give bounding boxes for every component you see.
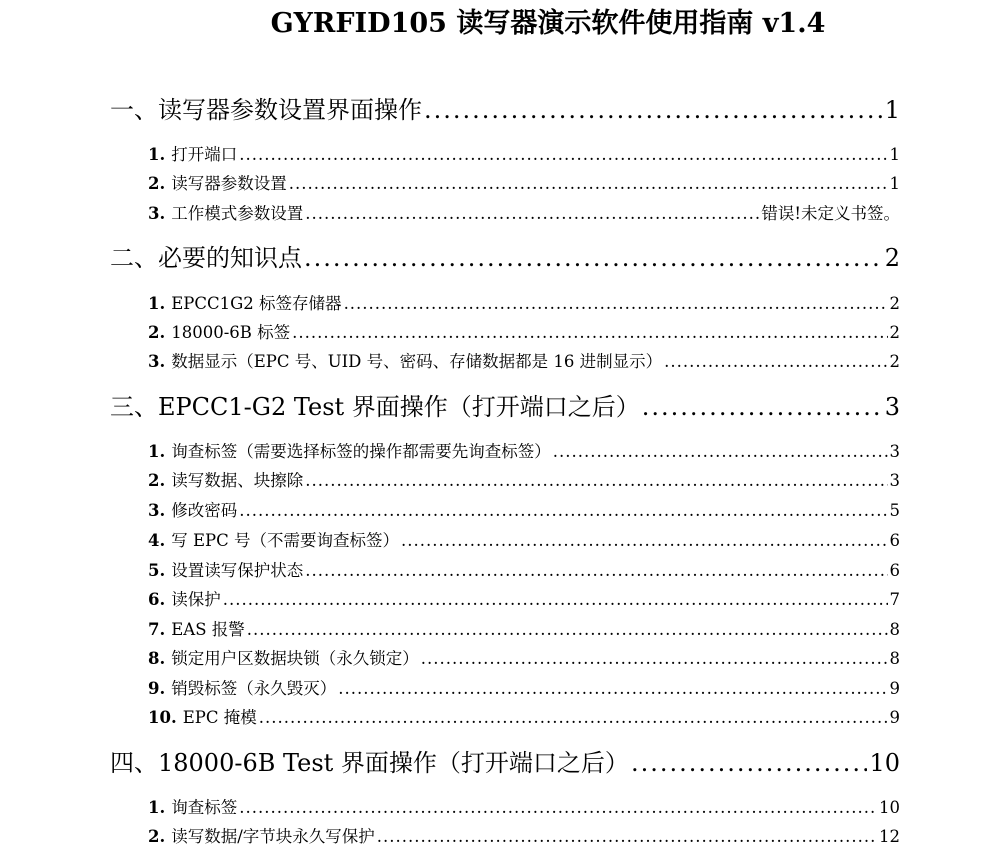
toc-entry-number: 1. <box>148 145 166 164</box>
dot-leader <box>642 390 883 424</box>
toc-entry-title: 修改密码 <box>171 501 238 520</box>
toc-page-number: 8 <box>889 649 900 668</box>
dot-leader <box>239 796 877 820</box>
toc-section-title: 四、18000-6B Test 界面操作（打开端口之后） <box>110 749 629 777</box>
toc-entry[interactable] <box>148 559 900 583</box>
toc-section-title: 一、读写器参数设置界面操作 <box>110 96 422 124</box>
toc-entry-number: 7. <box>148 620 166 639</box>
toc-entry[interactable] <box>148 499 900 523</box>
dot-leader <box>305 202 759 226</box>
toc-entry-number: 8. <box>148 649 166 668</box>
toc-entry-number: 2. <box>148 827 166 846</box>
toc-page-number: 1 <box>889 145 900 164</box>
toc-page-number: 2 <box>884 244 900 272</box>
toc-entry-title: EPCC1G2 标签存储器 <box>171 294 342 313</box>
toc-entry[interactable] <box>148 529 900 553</box>
toc-entry[interactable] <box>148 292 900 316</box>
toc-page-number: 9 <box>889 708 900 727</box>
toc-page-number: 10 <box>869 749 900 777</box>
toc-section-3[interactable] <box>110 390 900 424</box>
toc-page-number: 2 <box>889 323 900 342</box>
dot-leader <box>304 241 883 275</box>
toc-page-number: 1 <box>889 174 900 193</box>
toc-page-number: 3 <box>884 393 900 421</box>
toc-entry-title: EPC 掩模 <box>182 708 257 727</box>
dot-leader <box>344 292 888 316</box>
toc-page-number: 6 <box>889 561 900 580</box>
toc-entry-number: 6. <box>148 590 166 609</box>
toc-entry-number: 3. <box>148 352 166 371</box>
dot-leader <box>239 143 887 167</box>
toc-entry-title: 锁定用户区数据块锁（永久锁定） <box>171 649 419 668</box>
dot-leader <box>223 588 888 612</box>
toc-section-4[interactable] <box>110 746 900 780</box>
toc-entry[interactable] <box>148 796 900 820</box>
dot-leader <box>247 618 888 642</box>
toc-entry-title: 读写数据、块擦除 <box>171 471 304 490</box>
toc-entry-title: EAS 报警 <box>171 620 245 639</box>
dot-leader <box>239 499 887 523</box>
toc-entry[interactable] <box>148 321 900 345</box>
dot-leader <box>305 559 887 583</box>
toc-page-number: 12 <box>879 827 900 846</box>
toc-entry-number: 1. <box>148 442 166 461</box>
dot-leader <box>664 350 887 374</box>
toc-entry[interactable] <box>148 706 900 730</box>
toc-entry-title: 读保护 <box>171 590 221 609</box>
toc-entry[interactable] <box>148 440 900 464</box>
toc-entry-number: 10. <box>148 708 177 727</box>
toc-section-2[interactable] <box>110 241 900 275</box>
toc-page-number: 7 <box>889 590 900 609</box>
toc-entry-title: 打开端口 <box>171 145 238 164</box>
dot-leader <box>259 706 888 730</box>
toc-entry-number: 3. <box>148 501 166 520</box>
toc-page-number: 8 <box>889 620 900 639</box>
toc-page-number: 1 <box>884 96 900 124</box>
toc-entry[interactable] <box>148 647 900 671</box>
toc-section-title: 二、必要的知识点 <box>110 244 302 272</box>
toc-entry-title: 询查标签 <box>171 798 238 817</box>
dot-leader <box>338 677 887 701</box>
toc-entry-number: 5. <box>148 561 166 580</box>
toc-entry[interactable] <box>148 677 900 701</box>
toc-entry-title: 读写数据/字节块永久写保护 <box>171 827 375 846</box>
toc-entry[interactable] <box>148 143 900 167</box>
toc-entry[interactable] <box>148 618 900 642</box>
toc-entry-number: 3. <box>148 204 166 223</box>
toc-entry-title: 询查标签（需要选择标签的操作都需要先询查标签） <box>171 442 551 461</box>
dot-leader <box>421 647 888 671</box>
toc-section-title: 三、EPCC1-G2 Test 界面操作（打开端口之后） <box>110 393 640 421</box>
toc-entry-title: 工作模式参数设置 <box>171 204 304 223</box>
toc-entry[interactable] <box>148 350 900 374</box>
toc-entry[interactable] <box>148 825 900 849</box>
dot-leader <box>292 321 887 345</box>
dot-leader <box>289 172 888 196</box>
dot-leader <box>401 529 888 553</box>
toc-entry-title: 写 EPC 号（不需要询查标签） <box>171 531 399 550</box>
toc-page-number: 10 <box>879 798 900 817</box>
toc-entry-title: 销毁标签（永久毁灭） <box>171 679 337 698</box>
toc-page-number: 2 <box>889 294 900 313</box>
toc-entry-number: 4. <box>148 531 166 550</box>
toc-entry-number: 9. <box>148 679 166 698</box>
dot-leader <box>424 93 883 127</box>
toc-entry-number: 2. <box>148 323 166 342</box>
toc-entry[interactable] <box>148 172 900 196</box>
dot-leader <box>553 440 888 464</box>
dot-leader <box>631 746 868 780</box>
toc-entry-number: 2. <box>148 471 166 490</box>
toc-entry-title: 数据显示（EPC 号、UID 号、密码、存储数据都是 16 进制显示） <box>171 352 663 371</box>
toc-page-number: 6 <box>889 531 900 550</box>
toc-entry-title: 读写器参数设置 <box>171 174 287 193</box>
toc-page-number: 错误!未定义书签。 <box>761 204 900 223</box>
toc-entry-number: 2. <box>148 174 166 193</box>
toc-page-number: 9 <box>889 679 900 698</box>
toc-entry-title: 设置读写保护状态 <box>171 561 304 580</box>
toc-entry[interactable] <box>148 469 900 493</box>
dot-leader <box>377 825 877 849</box>
toc-entry-number: 1. <box>148 294 166 313</box>
document-title: GYRFID105 读写器演示软件使用指南 v1.4 <box>270 8 826 39</box>
toc-entry-title: 18000-6B 标签 <box>171 323 291 342</box>
toc-page-number: 5 <box>889 501 900 520</box>
toc-entry[interactable] <box>148 202 900 226</box>
toc-entry[interactable] <box>148 588 900 612</box>
toc-page-number: 2 <box>889 352 900 371</box>
toc-page-number: 3 <box>889 442 900 461</box>
toc-entry-number: 1. <box>148 798 166 817</box>
toc-section-1[interactable] <box>110 93 900 127</box>
dot-leader <box>305 469 887 493</box>
toc-page-number: 3 <box>889 471 900 490</box>
